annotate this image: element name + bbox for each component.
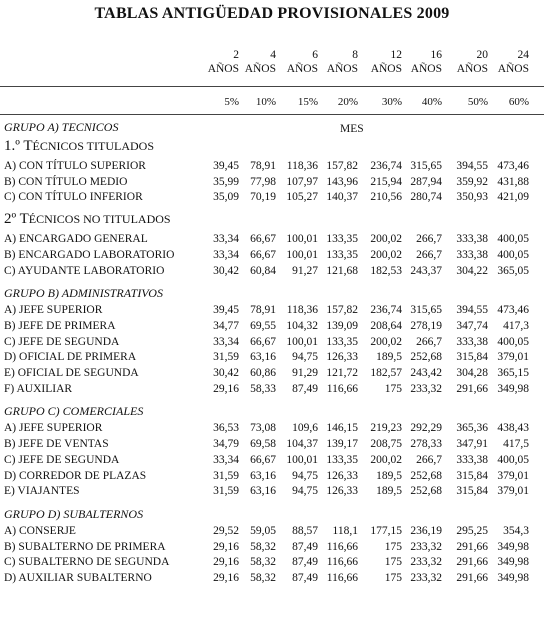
value-cell: 104,32 — [286, 319, 318, 332]
value-cell: 365,05 — [497, 264, 529, 277]
value-cell: 87,49 — [292, 382, 318, 395]
value-cell: 29,16 — [213, 572, 239, 584]
value-cell: 121,68 — [326, 264, 358, 277]
value-cell: 88,57 — [292, 524, 318, 537]
value-cell: 116,66 — [326, 382, 358, 395]
value-cell: 233,32 — [410, 572, 442, 584]
value-cell: 177,15 — [370, 524, 402, 537]
value-cell: 91,27 — [292, 264, 318, 277]
value-cell: 39,45 — [213, 304, 239, 317]
table-row — [0, 233, 544, 249]
value-cell: 400,05 — [497, 453, 529, 466]
value-cell: 94,75 — [292, 351, 318, 364]
value-cell: 33,34 — [213, 453, 239, 466]
table-row — [0, 470, 544, 486]
value-cell: 208,75 — [370, 438, 402, 451]
value-cell: 333,38 — [456, 335, 488, 348]
page-title: TABLAS ANTIGÜEDAD PROVISIONALES 2009 — [94, 5, 450, 22]
mes-label: MES — [340, 123, 364, 135]
value-cell: 350,93 — [456, 191, 488, 204]
value-cell: 140,37 — [326, 191, 358, 204]
value-cell: 431,88 — [497, 175, 529, 188]
value-cell: 59,05 — [250, 524, 276, 537]
value-cell: 292,29 — [410, 422, 442, 435]
value-cell: 417,5 — [503, 438, 529, 451]
value-cell: 438,43 — [497, 422, 529, 435]
value-cell: 315,65 — [410, 160, 442, 172]
table-row — [0, 454, 544, 470]
value-cell: 126,33 — [326, 469, 358, 482]
subgroup-heading: 2º TÉCNICOS NO TITULADOS — [4, 211, 171, 228]
value-cell: 133,35 — [326, 233, 358, 246]
table-row — [0, 160, 544, 176]
value-cell: 349,98 — [497, 572, 529, 584]
value-cell: 280,74 — [410, 191, 442, 204]
value-cell: 266,7 — [416, 248, 442, 261]
table-row — [0, 438, 544, 454]
value-cell: 315,84 — [456, 469, 488, 482]
value-cell: 118,1 — [332, 524, 358, 537]
value-cell: 400,05 — [497, 248, 529, 261]
row-label: D) CORREDOR DE PLAZAS — [4, 469, 147, 482]
value-cell: 278,19 — [410, 319, 442, 332]
value-cell: 33,34 — [213, 248, 239, 261]
percentage-header: 10% — [255, 96, 276, 108]
value-cell: 421,09 — [497, 191, 529, 204]
value-cell: 200,02 — [370, 248, 402, 261]
value-cell: 359,92 — [456, 175, 488, 188]
table-row — [0, 191, 544, 207]
value-cell: 252,68 — [410, 351, 442, 364]
table-row — [0, 176, 544, 192]
percentage-header: 30% — [381, 96, 402, 108]
value-cell: 133,35 — [326, 453, 358, 466]
value-cell: 143,96 — [326, 175, 358, 188]
value-cell: 100,01 — [286, 453, 318, 466]
value-cell: 39,45 — [213, 160, 239, 172]
value-cell: 29,52 — [213, 524, 239, 537]
value-cell: 291,66 — [456, 556, 488, 569]
year-header: 2 AÑOS — [207, 49, 239, 75]
value-cell: 236,19 — [410, 524, 442, 537]
value-cell: 291,66 — [456, 572, 488, 584]
value-cell: 73,08 — [250, 422, 276, 435]
row-label: D) AUXILIAR SUBALTERNO — [4, 572, 152, 584]
value-cell: 252,68 — [410, 469, 442, 482]
row-label: B) JEFE DE VENTAS — [4, 438, 109, 451]
row-label: C) SUBALTERNO DE SEGUNDA — [4, 556, 170, 569]
value-cell: 63,16 — [250, 485, 276, 498]
value-cell: 349,98 — [497, 540, 529, 553]
table-row — [0, 249, 544, 265]
value-cell: 66,67 — [250, 335, 276, 348]
value-cell: 266,7 — [416, 453, 442, 466]
value-cell: 400,05 — [497, 233, 529, 246]
value-cell: 252,68 — [410, 485, 442, 498]
value-cell: 354,3 — [503, 524, 529, 537]
value-cell: 58,33 — [250, 382, 276, 395]
row-label: F) AUXILIAR — [4, 382, 73, 395]
row-label: A) CONSERJE — [4, 524, 76, 537]
value-cell: 66,67 — [250, 453, 276, 466]
value-cell: 109,6 — [292, 422, 318, 435]
value-cell: 94,75 — [292, 469, 318, 482]
value-cell: 34,77 — [213, 319, 239, 332]
year-header: 16 AÑOS — [410, 49, 442, 75]
value-cell: 29,16 — [213, 556, 239, 569]
value-cell: 208,64 — [370, 319, 402, 332]
year-header: 8 AÑOS — [326, 49, 358, 75]
value-cell: 58,32 — [250, 556, 276, 569]
percentage-header: 50% — [467, 96, 488, 108]
header-divider — [0, 86, 544, 87]
value-cell: 91,29 — [292, 367, 318, 379]
value-cell: 94,75 — [292, 485, 318, 498]
value-cell: 182,53 — [370, 264, 402, 277]
value-cell: 70,19 — [250, 191, 276, 204]
value-cell: 78,91 — [250, 304, 276, 317]
group-heading: GRUPO B) ADMINISTRATIVOS — [4, 286, 163, 301]
table-row — [0, 320, 544, 336]
year-header: 20 AÑOS — [456, 49, 488, 75]
row-label: B) JEFE DE PRIMERA — [4, 319, 116, 332]
value-cell: 33,34 — [213, 233, 239, 246]
value-cell: 118,36 — [286, 160, 318, 172]
value-cell: 233,32 — [410, 540, 442, 553]
value-cell: 379,01 — [497, 469, 529, 482]
value-cell: 349,98 — [497, 382, 529, 395]
value-cell: 29,16 — [213, 382, 239, 395]
year-header: 24 AÑOS — [497, 49, 529, 75]
value-cell: 104,37 — [286, 438, 318, 451]
value-cell: 189,5 — [376, 351, 402, 364]
percentage-header: 5% — [224, 96, 239, 108]
header-divider — [0, 114, 544, 115]
value-cell: 233,32 — [410, 556, 442, 569]
value-cell: 126,33 — [326, 351, 358, 364]
value-cell: 189,5 — [376, 469, 402, 482]
value-cell: 175 — [384, 556, 402, 569]
value-cell: 266,7 — [416, 233, 442, 246]
value-cell: 278,33 — [410, 438, 442, 451]
table-row — [0, 304, 544, 320]
value-cell: 417,3 — [503, 319, 529, 332]
value-cell: 200,02 — [370, 233, 402, 246]
value-cell: 233,32 — [410, 382, 442, 395]
value-cell: 58,32 — [250, 540, 276, 553]
value-cell: 333,38 — [456, 248, 488, 261]
group-heading: GRUPO A) TECNICOS — [4, 120, 119, 134]
value-cell: 63,16 — [250, 351, 276, 364]
value-cell: 473,46 — [497, 304, 529, 317]
year-header: 12 AÑOS — [370, 49, 402, 75]
value-cell: 379,01 — [497, 485, 529, 498]
value-cell: 287,94 — [410, 175, 442, 188]
value-cell: 118,36 — [286, 304, 318, 317]
value-cell: 473,46 — [497, 160, 529, 172]
value-cell: 139,17 — [326, 438, 358, 451]
value-cell: 347,91 — [456, 438, 488, 451]
value-cell: 66,67 — [250, 233, 276, 246]
value-cell: 126,33 — [326, 485, 358, 498]
value-cell: 333,38 — [456, 453, 488, 466]
value-cell: 394,55 — [456, 160, 488, 172]
value-cell: 347,74 — [456, 319, 488, 332]
value-cell: 31,59 — [213, 351, 239, 364]
value-cell: 116,66 — [326, 556, 358, 569]
value-cell: 400,05 — [497, 335, 529, 348]
value-cell: 107,97 — [286, 175, 318, 188]
value-cell: 100,01 — [286, 335, 318, 348]
value-cell: 379,01 — [497, 351, 529, 364]
value-cell: 200,02 — [370, 335, 402, 348]
value-cell: 58,32 — [250, 572, 276, 584]
value-cell: 157,82 — [326, 160, 358, 172]
value-cell: 69,58 — [250, 438, 276, 451]
value-cell: 66,67 — [250, 248, 276, 261]
value-cell: 243,37 — [410, 264, 442, 277]
row-label: A) JEFE SUPERIOR — [4, 422, 103, 435]
value-cell: 33,34 — [213, 335, 239, 348]
value-cell: 365,36 — [456, 422, 488, 435]
value-cell: 236,74 — [370, 160, 402, 172]
value-cell: 87,49 — [292, 540, 318, 553]
value-cell: 100,01 — [286, 248, 318, 261]
value-cell: 182,57 — [370, 367, 402, 379]
value-cell: 295,25 — [456, 524, 488, 537]
value-cell: 36,53 — [213, 422, 239, 435]
row-label: B) CON TÍTULO MEDIO — [4, 175, 128, 188]
value-cell: 146,15 — [326, 422, 358, 435]
value-cell: 139,09 — [326, 319, 358, 332]
table-row — [0, 351, 544, 367]
row-label: C) AYUDANTE LABORATORIO — [4, 264, 165, 277]
value-cell: 60,86 — [250, 367, 276, 379]
value-cell: 236,74 — [370, 304, 402, 317]
table-row — [0, 422, 544, 438]
value-cell: 219,23 — [370, 422, 402, 435]
year-header: 6 AÑOS — [286, 49, 318, 75]
table-row — [0, 336, 544, 352]
value-cell: 215,94 — [370, 175, 402, 188]
value-cell: 291,66 — [456, 540, 488, 553]
value-cell: 87,49 — [292, 572, 318, 584]
percentage-header: 60% — [508, 96, 529, 108]
value-cell: 60,84 — [250, 264, 276, 277]
value-cell: 365,15 — [497, 367, 529, 379]
value-cell: 30,42 — [213, 264, 239, 277]
value-cell: 157,82 — [326, 304, 358, 317]
table-row — [0, 556, 544, 572]
value-cell: 175 — [384, 382, 402, 395]
value-cell: 394,55 — [456, 304, 488, 317]
value-cell: 116,66 — [326, 572, 358, 584]
row-label: E) VIAJANTES — [4, 485, 80, 498]
value-cell: 315,65 — [410, 304, 442, 317]
year-header: 4 AÑOS — [244, 49, 276, 75]
row-label: A) JEFE SUPERIOR — [4, 304, 103, 317]
value-cell: 304,28 — [456, 367, 488, 379]
value-cell: 291,66 — [456, 382, 488, 395]
value-cell: 175 — [384, 540, 402, 553]
row-label: B) ENCARGADO LABORATORIO — [4, 248, 175, 261]
subgroup-heading: 1.º TÉCNICOS TITULADOS — [4, 138, 154, 154]
row-label: B) SUBALTERNO DE PRIMERA — [4, 540, 166, 553]
value-cell: 78,91 — [250, 160, 276, 172]
table-row — [0, 525, 544, 541]
percentage-header: 20% — [337, 96, 358, 108]
group-heading: GRUPO D) SUBALTERNOS — [4, 506, 144, 521]
table-row — [0, 572, 544, 588]
group-heading: GRUPO C) COMERCIALES — [4, 404, 144, 419]
value-cell: 30,42 — [213, 367, 239, 379]
row-label: A) CON TÍTULO SUPERIOR — [4, 160, 146, 172]
value-cell: 29,16 — [213, 540, 239, 553]
value-cell: 34,79 — [213, 438, 239, 451]
table-row — [0, 265, 544, 281]
row-label: C) CON TÍTULO INFERIOR — [4, 191, 143, 204]
value-cell: 175 — [384, 572, 402, 584]
percentage-header: 40% — [421, 96, 442, 108]
value-cell: 69,55 — [250, 319, 276, 332]
percentage-header: 15% — [297, 96, 318, 108]
row-label: A) ENCARGADO GENERAL — [4, 233, 148, 246]
value-cell: 210,56 — [370, 191, 402, 204]
row-label: E) OFICIAL DE SEGUNDA — [4, 367, 139, 379]
value-cell: 35,99 — [213, 175, 239, 188]
row-label: C) JEFE DE SEGUNDA — [4, 453, 120, 466]
table-row — [0, 367, 544, 383]
table-row — [0, 541, 544, 557]
table-row — [0, 383, 544, 399]
value-cell: 266,7 — [416, 335, 442, 348]
value-cell: 315,84 — [456, 485, 488, 498]
table-row — [0, 485, 544, 501]
row-label: D) OFICIAL DE PRIMERA — [4, 351, 137, 364]
value-cell: 105,27 — [286, 191, 318, 204]
value-cell: 63,16 — [250, 469, 276, 482]
value-cell: 243,42 — [410, 367, 442, 379]
value-cell: 77,98 — [250, 175, 276, 188]
value-cell: 315,84 — [456, 351, 488, 364]
value-cell: 304,22 — [456, 264, 488, 277]
value-cell: 349,98 — [497, 556, 529, 569]
value-cell: 189,5 — [376, 485, 402, 498]
value-cell: 87,49 — [292, 556, 318, 569]
value-cell: 31,59 — [213, 485, 239, 498]
value-cell: 35,09 — [213, 191, 239, 204]
value-cell: 31,59 — [213, 469, 239, 482]
value-cell: 200,02 — [370, 453, 402, 466]
value-cell: 133,35 — [326, 248, 358, 261]
row-label: C) JEFE DE SEGUNDA — [4, 335, 120, 348]
value-cell: 133,35 — [326, 335, 358, 348]
value-cell: 121,72 — [326, 367, 358, 379]
value-cell: 333,38 — [456, 233, 488, 246]
value-cell: 116,66 — [326, 540, 358, 553]
value-cell: 100,01 — [286, 233, 318, 246]
